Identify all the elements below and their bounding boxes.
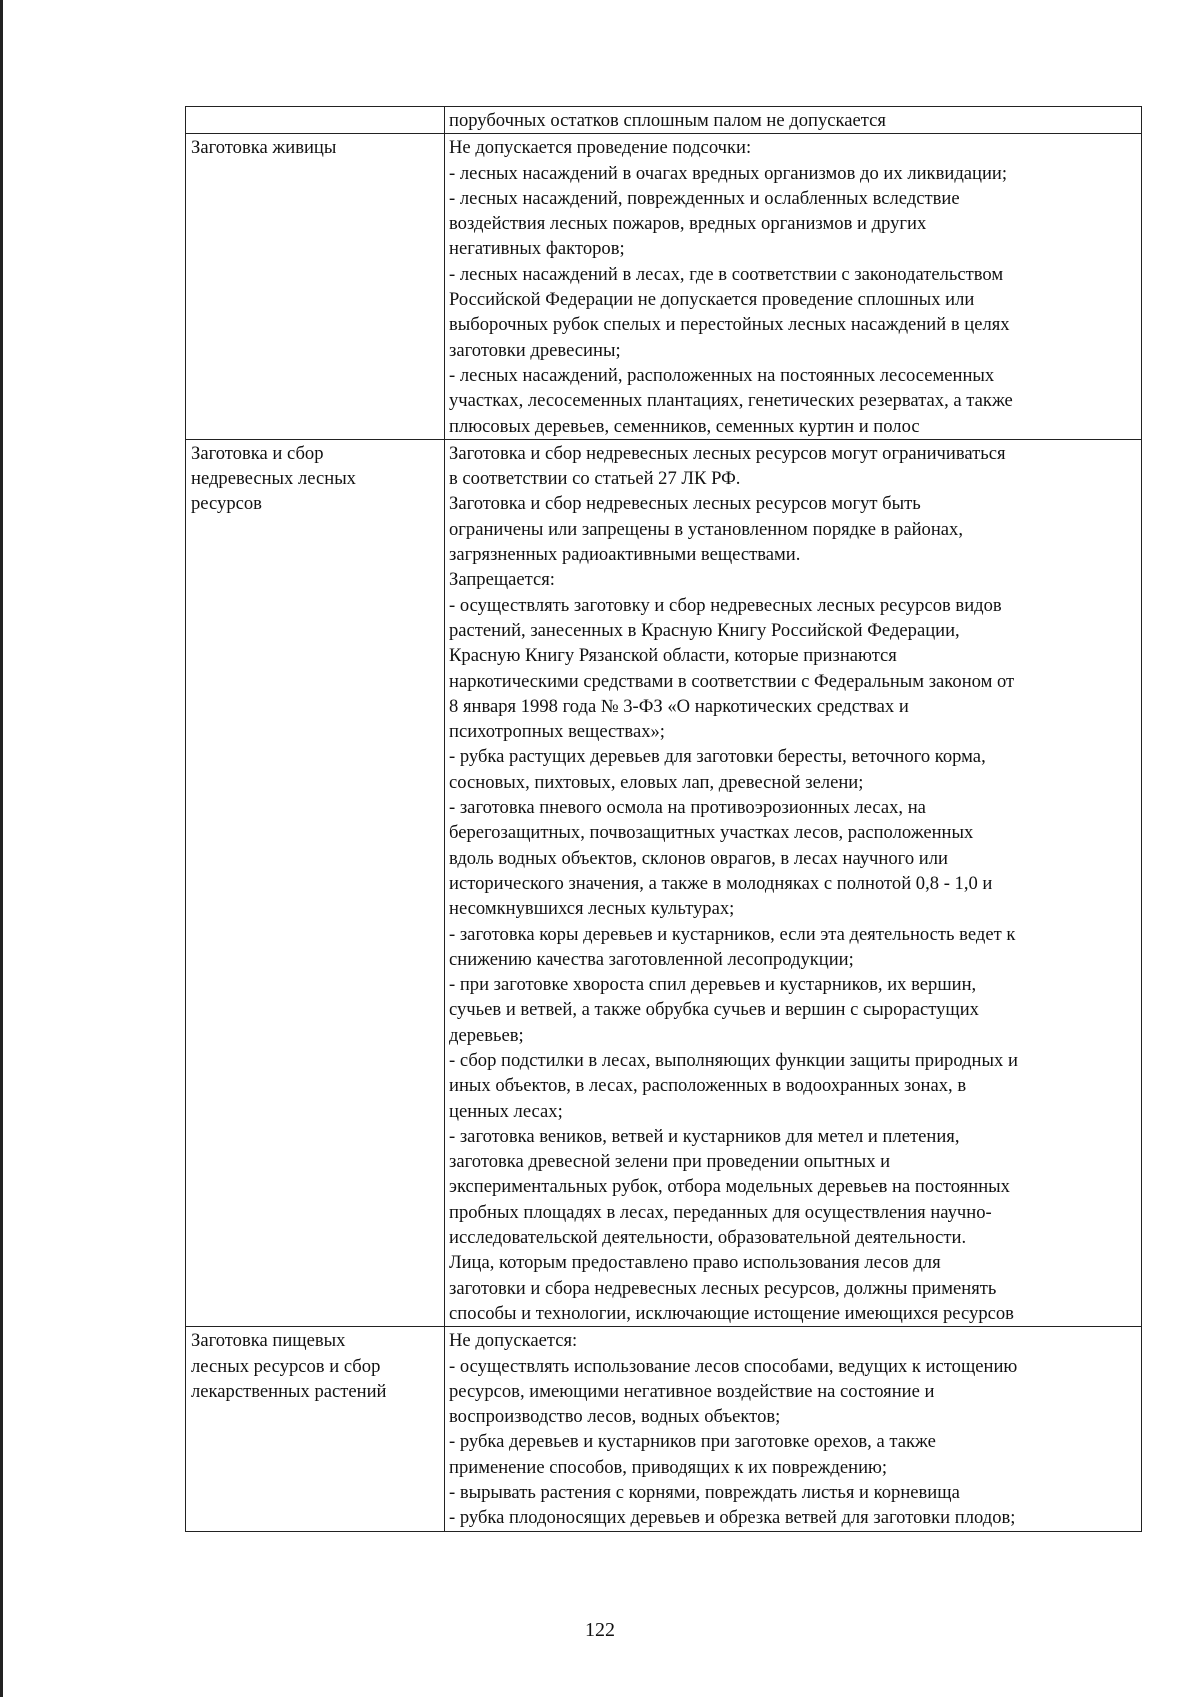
table-row (186, 439, 1142, 1326)
restriction-line: наркотическими средствами в соответствии с Федеральным законом от (449, 670, 1015, 692)
restriction-line: заготовки древесины; (449, 339, 621, 361)
restriction-line: применение способов, приводящих к их повреждению; (449, 1456, 888, 1478)
restriction-line: - при заготовке хвороста спил деревьев и кустарников, их вершин, (449, 974, 977, 996)
restriction-line: иных объектов, в лесах, расположенных в водоохранных зонах, в (449, 1075, 967, 1097)
restriction-line: - рубка деревьев и кустарников при заготовке орехов, а также (449, 1431, 936, 1453)
restriction-line: Красную Книгу Рязанской области, которые признаются (449, 645, 897, 667)
restriction-line: Заготовка и сбор недревесных лесных ресурсов могут ограничиваться (449, 442, 1006, 464)
restriction-line: негативных факторов; (449, 238, 625, 260)
activity-cell (186, 1327, 445, 1531)
activity-cell (186, 134, 445, 440)
restriction-line: участках, лесосеменных плантациях, генетических резерватах, а также (449, 390, 1013, 412)
restriction-line: деревьев; (449, 1024, 524, 1046)
restriction-line: заготовка древесной зелени при проведении опытных и (449, 1151, 891, 1173)
restriction-line: - вырывать растения с корнями, повреждать листья и корневища (449, 1482, 960, 1504)
restriction-line: - лесных насаждений, поврежденных и ослабленных вследствие (449, 187, 960, 209)
restriction-line: ресурсов, имеющими негативное воздействие на состояние и (449, 1380, 935, 1402)
restriction-line: пробных площадях в лесах, переданных для осуществления научно- (449, 1201, 992, 1223)
restriction-line: 8 января 1998 года № 3-ФЗ «О наркотических средствах и (449, 695, 909, 717)
restriction-cell (445, 134, 1142, 440)
restriction-line: - лесных насаждений, расположенных на постоянных лесосеменных (449, 364, 995, 386)
restriction-line: воздействия лесных пожаров, вредных организмов и других (449, 213, 927, 235)
restriction-line: Не допускается: (449, 1330, 578, 1352)
restriction-cell (445, 107, 1142, 134)
restriction-line: Лица, которым предоставлено право использования лесов для (449, 1252, 941, 1274)
restriction-line: - осуществлять использование лесов способами, ведущих к истощению (449, 1355, 1018, 1377)
activity-line: лекарственных растений (191, 1380, 387, 1402)
restriction-line: сучьев и ветвей, а также обрубка сучьев и вершин с сырорастущих (449, 999, 979, 1021)
table-row (186, 1327, 1142, 1531)
restriction-line: берегозащитных, почвозащитных участках лесов, расположенных (449, 822, 974, 844)
page-number: 122 (585, 1619, 615, 1641)
restriction-line: заготовки и сбора недревесных лесных ресурсов, должны применять (449, 1277, 997, 1299)
restriction-line: сосновых, пихтовых, еловых лап, древесной зелени; (449, 771, 864, 793)
restriction-line: выборочных рубок спелых и перестойных лесных насаждений в целях (449, 314, 1010, 336)
restriction-line: - заготовка пневого осмола на противоэрозионных лесах, на (449, 797, 926, 819)
restriction-line: психотропных веществах»; (449, 721, 665, 743)
restriction-line: Запрещается: (449, 569, 555, 591)
restriction-cell (445, 439, 1142, 1326)
restriction-line: Российской Федерации не допускается проведение сплошных или (449, 289, 975, 311)
restriction-line: вдоль водных объектов, склонов оврагов, в лесах научного или (449, 847, 948, 869)
restriction-line: несомкнувшихся лесных культурах; (449, 898, 735, 920)
restriction-line: исторического значения, а также в молодняках с полнотой 0,8 - 1,0 и (449, 872, 993, 894)
activity-line: лесных ресурсов и сбор (191, 1355, 381, 1377)
activity-line: Заготовка и сбор (191, 442, 324, 464)
activity-line: Заготовка живицы (191, 137, 337, 159)
restriction-line: - рубка плодоносящих деревьев и обрезка ветвей для заготовки плодов; (449, 1507, 1016, 1529)
restriction-line: ограничены или запрещены в установленном порядке в районах, (449, 518, 963, 540)
activity-cell (186, 107, 445, 134)
activity-cell (186, 439, 445, 1326)
restriction-line: снижению качества заготовленной лесопродукции; (449, 948, 854, 970)
table-row (186, 107, 1142, 134)
restrictions-table (185, 106, 1142, 1532)
restriction-line: способы и технологии, исключающие истощение имеющихся ресурсов (449, 1302, 1014, 1324)
restriction-line: ценных лесах; (449, 1100, 563, 1122)
restriction-line: - рубка растущих деревьев для заготовки бересты, веточного корма, (449, 746, 986, 768)
restriction-line: - лесных насаждений в очагах вредных организмов до их ликвидации; (449, 162, 1008, 184)
activity-line: ресурсов (191, 493, 262, 515)
restriction-line: - заготовка веников, ветвей и кустарников для метел и плетения, (449, 1125, 960, 1147)
activity-line: недревесных лесных (191, 468, 356, 490)
restriction-line: Не допускается проведение подсочки: (449, 137, 752, 159)
restriction-line: порубочных остатков сплошным палом не допускается (449, 110, 886, 131)
restriction-line: в соответствии со статьей 27 ЛК РФ. (449, 468, 741, 490)
restriction-cell (445, 1327, 1142, 1531)
restriction-line: - сбор подстилки в лесах, выполняющих функции защиты природных и (449, 1049, 1018, 1071)
restriction-line: плюсовых деревьев, семенников, семенных куртин и полос (449, 415, 920, 437)
restriction-line: экспериментальных рубок, отбора модельных деревьев на постоянных (449, 1176, 1010, 1198)
restriction-line: исследовательской деятельности, образовательной деятельности. (449, 1227, 967, 1249)
scan-left-edge (0, 0, 3, 1697)
restriction-line: - осуществлять заготовку и сбор недревесных лесных ресурсов видов (449, 594, 1002, 616)
restriction-line: - заготовка коры деревьев и кустарников, если эта деятельность ведет к (449, 923, 1016, 945)
restriction-line: растений, занесенных в Красную Книгу Российской Федерации, (449, 619, 960, 641)
restriction-line: Заготовка и сбор недревесных лесных ресурсов могут быть (449, 493, 921, 515)
restriction-line: - лесных насаждений в лесах, где в соответствии с законодательством (449, 263, 1004, 285)
activity-line: Заготовка пищевых (191, 1330, 346, 1352)
table-row (186, 134, 1142, 440)
restriction-line: загрязненных радиоактивными веществами. (449, 544, 801, 566)
restriction-line: воспроизводство лесов, водных объектов; (449, 1406, 781, 1428)
restrictions-table-body (186, 107, 1142, 1532)
